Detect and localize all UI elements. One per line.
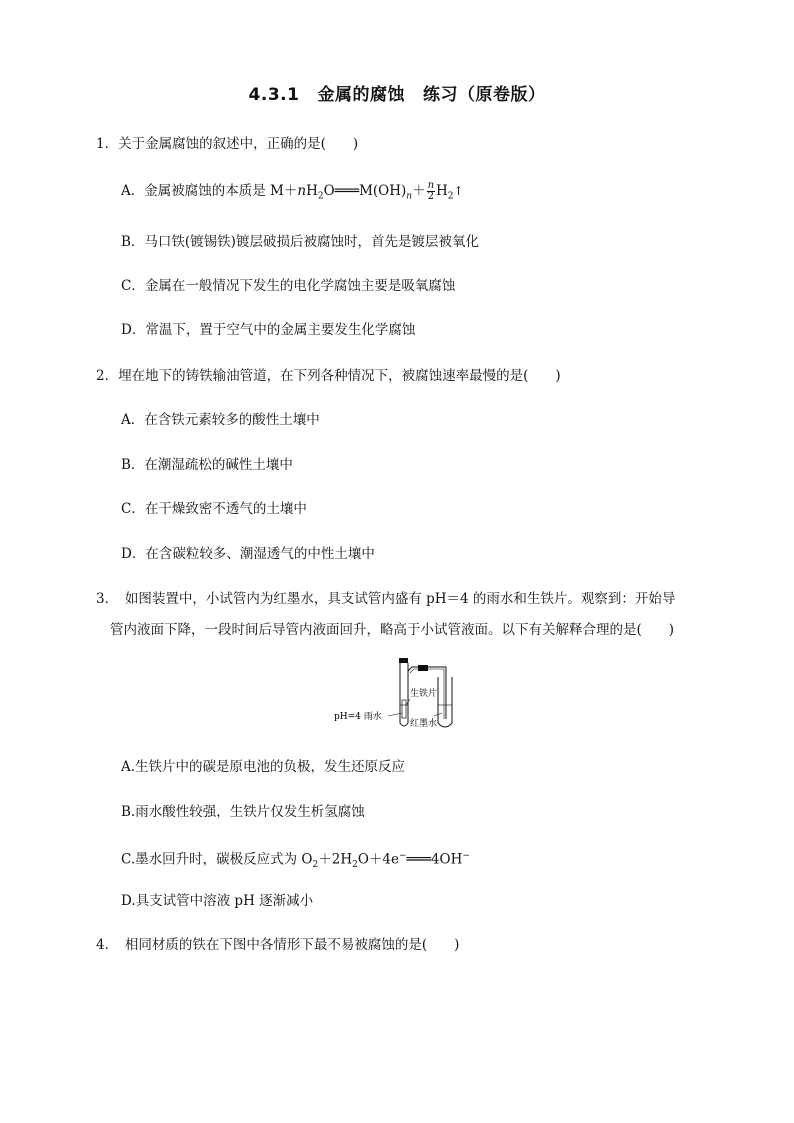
option-a-h2-sub: 2 bbox=[447, 191, 454, 202]
fraction-denominator: 2 bbox=[427, 191, 434, 202]
option-a-h2: H bbox=[436, 183, 448, 199]
option-c-sup2: − bbox=[462, 851, 470, 861]
option-c-equals: ═══ bbox=[406, 851, 431, 868]
option-c-part1: ＋2H bbox=[318, 851, 353, 868]
option-c-sup1: − bbox=[399, 851, 407, 861]
title-code: 4.3.1 bbox=[248, 85, 300, 105]
option-a-moh: M(OH) bbox=[359, 183, 407, 199]
figure-label-ink: 红墨水 bbox=[410, 719, 438, 729]
option-a-prefix: A．金属被腐蚀的本质是 M＋ bbox=[121, 183, 298, 199]
figure-label-iron: 生铁片 bbox=[410, 689, 438, 699]
question-2-option-c: C．在干燥致密不透气的土壤中 bbox=[121, 501, 307, 517]
title-subtitle: 练习（原卷版） bbox=[422, 85, 546, 105]
option-a-n: n bbox=[297, 183, 307, 199]
question-2-option-b: B．在潮湿疏松的碱性土壤中 bbox=[121, 457, 293, 473]
question-1-stem: 1．关于金属腐蚀的叙述中，正确的是( ) bbox=[96, 136, 359, 152]
question-1-option-b: B．马口铁(镀锡铁)镀层破损后被腐蚀时，首先是镀层被氧化 bbox=[121, 234, 479, 250]
option-c-sub1: 2 bbox=[312, 860, 319, 871]
figure-label-rain: pH=4 雨水 bbox=[334, 712, 382, 722]
question-3-stem-line1: 3． 如图装置中，小试管内为红墨水，具支试管内盛有 pH＝4 的雨水和生铁片。观察到：开始导 bbox=[96, 591, 676, 607]
question-2-stem: 2．埋在地下的铸铁输油管道，在下列各种情况下，被腐蚀速率最慢的是( ) bbox=[96, 368, 561, 384]
iron-strip bbox=[402, 700, 406, 718]
question-3-stem-line2: 管内液面下降，一段时间后导管内液面回升，略高于小试管液面。以下有关解释合理的是( ) bbox=[110, 622, 675, 638]
apparatus-figure bbox=[330, 655, 470, 730]
fraction-numerator: n bbox=[427, 180, 435, 191]
question-3-option-b: B.雨水酸性较强，生铁片仅发生析氢腐蚀 bbox=[121, 804, 365, 820]
branched-test-tube bbox=[400, 663, 408, 726]
stopper bbox=[399, 658, 408, 663]
option-a-h: H bbox=[306, 183, 318, 199]
gas-arrow-icon: ↑ bbox=[453, 184, 464, 198]
option-a-subn: n bbox=[406, 191, 413, 202]
question-4-stem: 4． 相同材质的铁在下图中各情形下最不易被腐蚀的是( ) bbox=[96, 937, 460, 953]
question-3-option-a: A.生铁片中的碳是原电池的负极，发生还原反应 bbox=[121, 759, 406, 775]
question-1-option-d: D．常温下，置于空气中的金属主要发生化学腐蚀 bbox=[121, 322, 416, 338]
option-a-fraction bbox=[427, 181, 435, 202]
option-a-equals: ═══ bbox=[334, 183, 360, 199]
option-c-prefix: C.墨水回升时，碳极反应式为 O bbox=[121, 851, 313, 868]
page-title bbox=[0, 80, 794, 105]
option-c-part2: O＋4e bbox=[357, 851, 399, 868]
question-3-option-c bbox=[121, 846, 470, 875]
rubber-connector bbox=[418, 665, 428, 671]
option-a-plus: ＋ bbox=[412, 183, 426, 199]
question-2-option-d: D．在含碳粒较多、潮湿透气的中性土壤中 bbox=[121, 546, 375, 562]
option-a-o: O bbox=[323, 183, 335, 199]
option-c-part3: 4OH bbox=[430, 851, 463, 868]
small-test-tube bbox=[438, 677, 452, 727]
title-topic: 金属的腐蚀 bbox=[317, 85, 405, 105]
question-1-option-c: C．金属在一般情况下发生的电化学腐蚀主要是吸氧腐蚀 bbox=[121, 278, 456, 294]
option-a-sub2: 2 bbox=[317, 191, 324, 202]
question-3-option-d: D.具支试管中溶液 pH 逐渐减小 bbox=[121, 893, 314, 909]
question-1-option-a bbox=[121, 181, 464, 207]
question-2-option-a: A．在含铁元素较多的酸性土壤中 bbox=[121, 412, 320, 428]
option-c-sub2: 2 bbox=[352, 860, 358, 871]
